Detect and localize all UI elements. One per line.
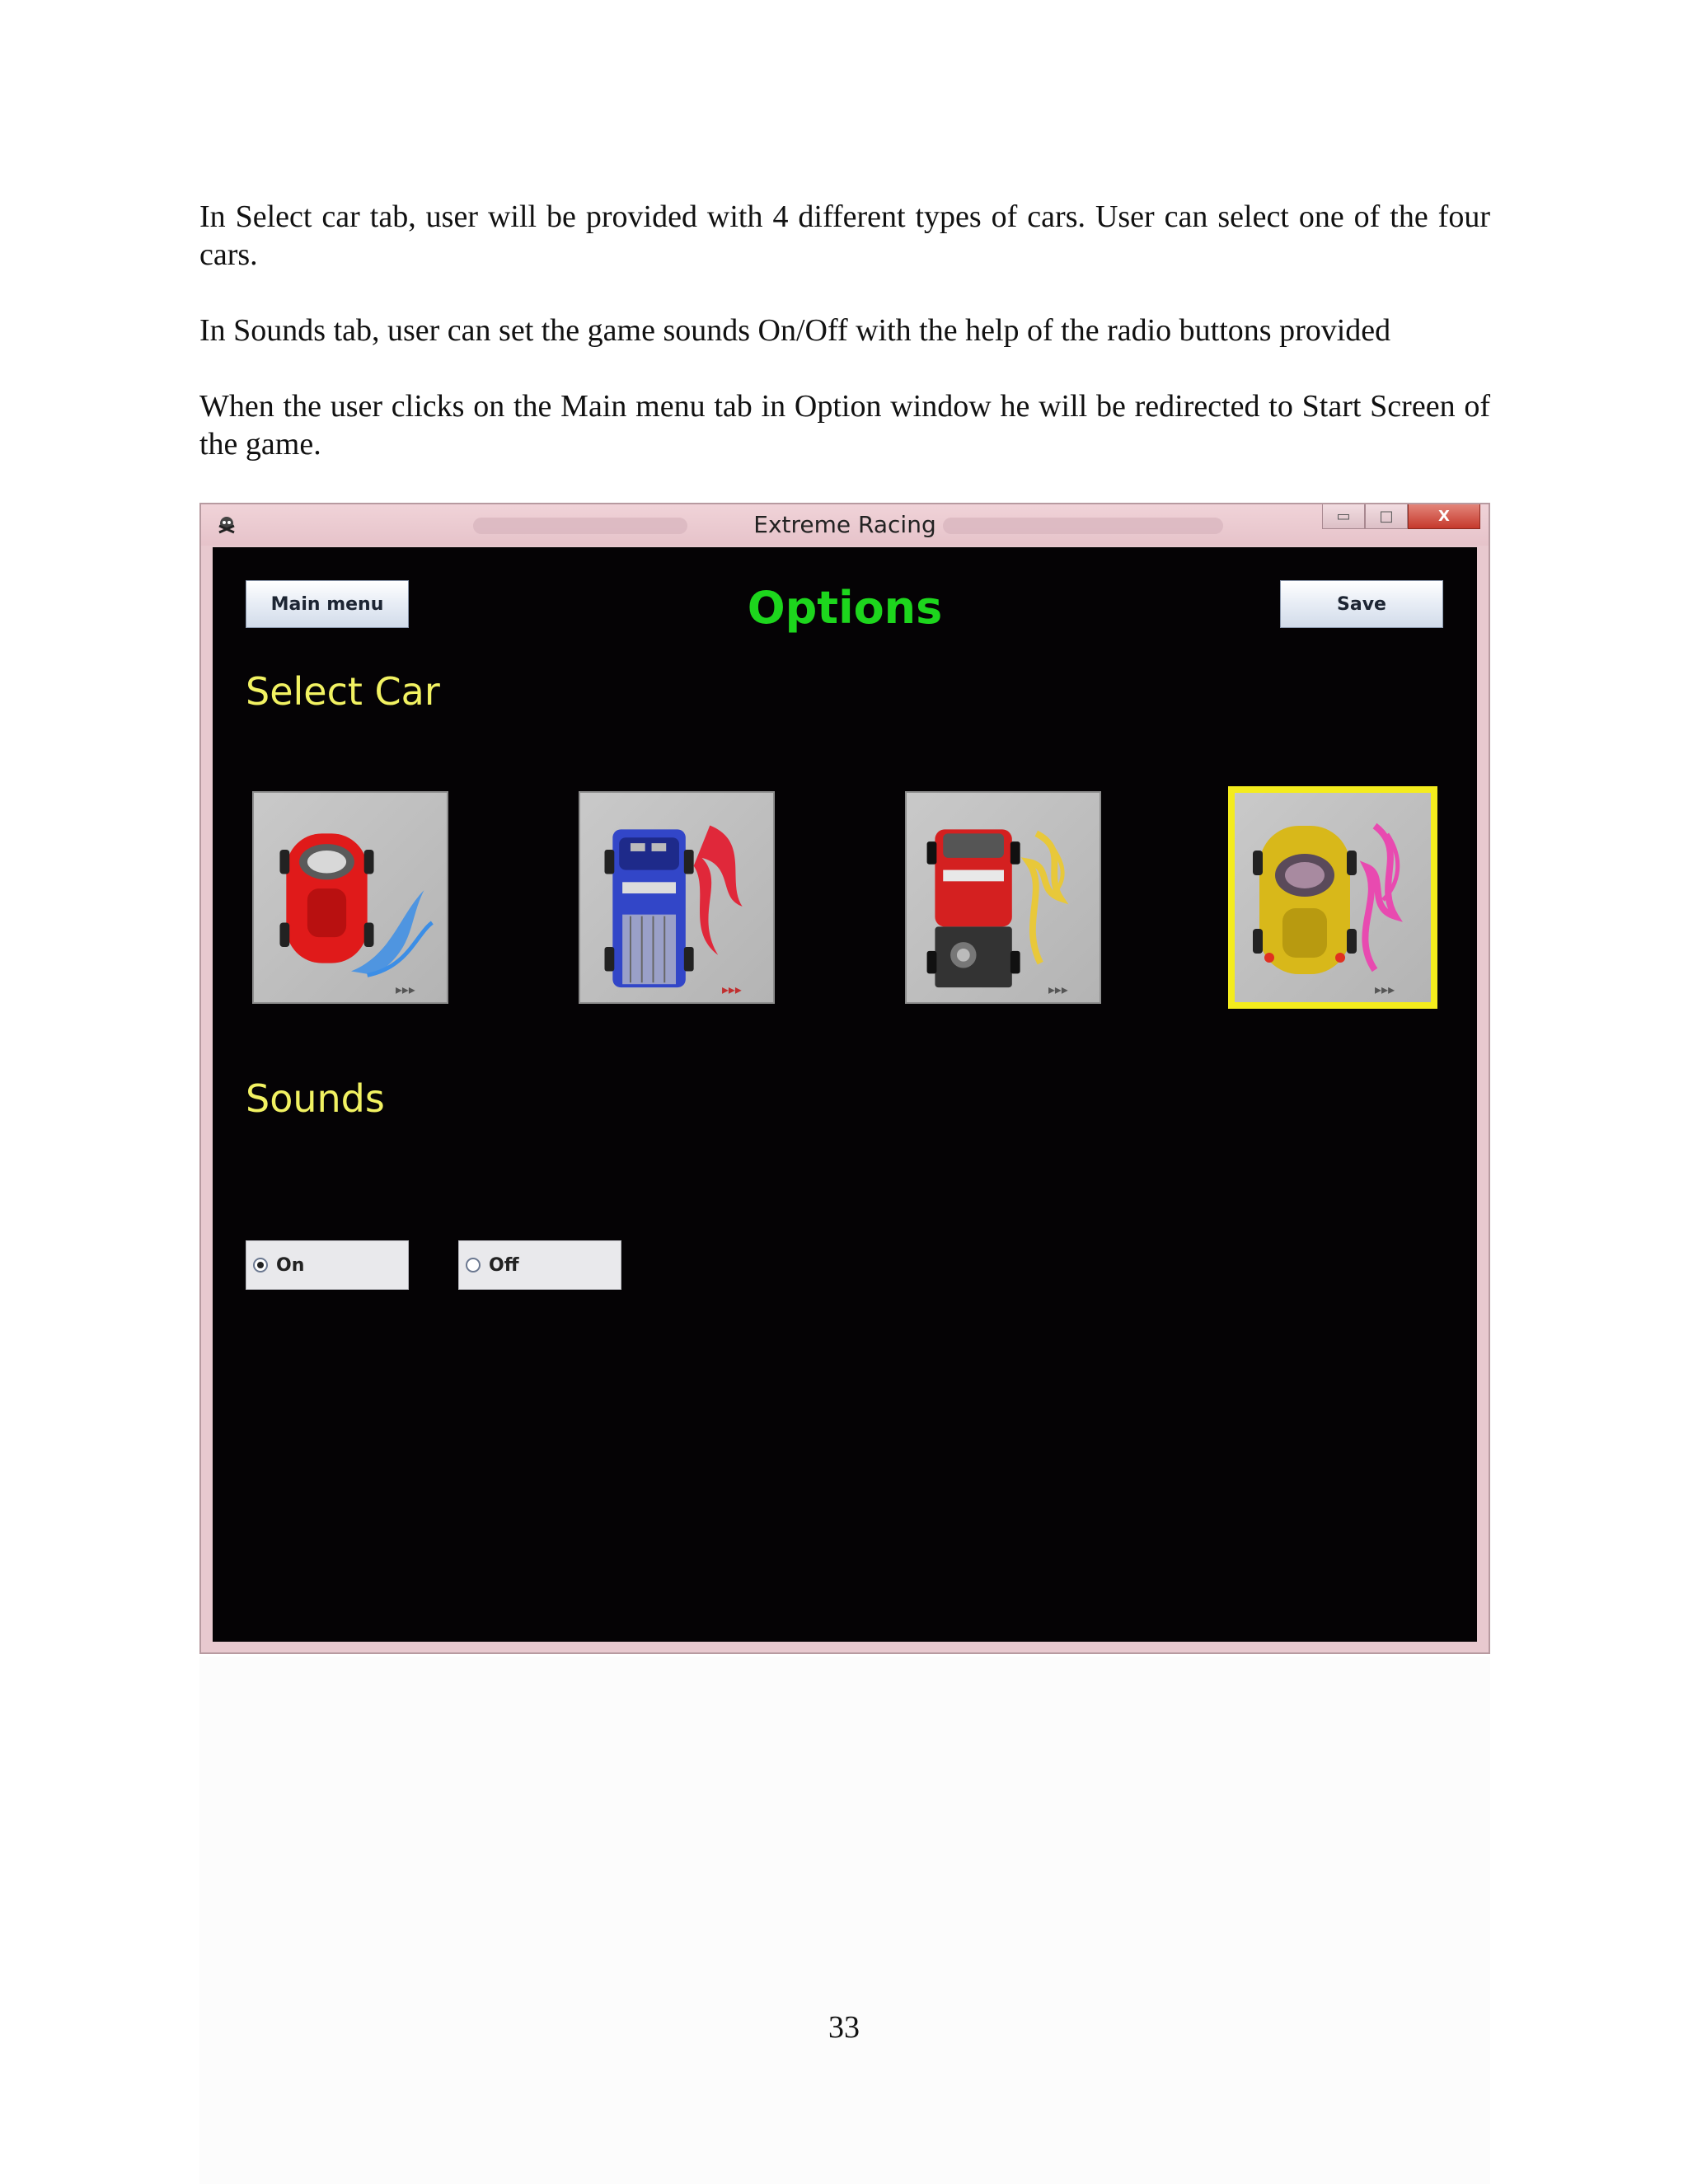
- svg-text:▸▸▸: ▸▸▸: [722, 982, 742, 997]
- page-lower-shade: [199, 1657, 1490, 2184]
- close-button[interactable]: X: [1408, 504, 1480, 529]
- page-number: 33: [828, 2010, 860, 2045]
- main-menu-button[interactable]: Main menu: [246, 580, 409, 628]
- paragraph-select-car: In Select car tab, user will be provided with 4 different types of cars. User can select one of the four cars.: [199, 199, 1490, 272]
- car-option-yellow-sports-car[interactable]: [1228, 786, 1437, 1009]
- options-screen: [213, 547, 1477, 1642]
- svg-text:▸▸▸: ▸▸▸: [1375, 982, 1395, 997]
- sound-on-radio[interactable]: [246, 1240, 409, 1290]
- window-title: Extreme Racing: [753, 511, 936, 538]
- blue-truck-icon: [580, 793, 773, 1002]
- yellow-sports-car-icon: [1235, 793, 1431, 1002]
- red-sports-car-icon: [254, 793, 447, 1002]
- sound-on-label: On: [276, 1254, 305, 1276]
- car-option-blue-truck[interactable]: [579, 791, 775, 1004]
- radio-checked-icon: [253, 1258, 268, 1272]
- paragraph-sounds: In Sounds tab, user can set the game sounds On/Off with the help of the radio buttons provided: [199, 313, 1391, 348]
- radio-unchecked-icon: [466, 1258, 481, 1272]
- save-button[interactable]: Save: [1280, 580, 1443, 628]
- car-option-red-truck[interactable]: [905, 791, 1101, 1004]
- select-car-heading: Select Car: [246, 669, 440, 714]
- red-truck-icon: [907, 793, 1100, 1002]
- maximize-button[interactable]: □: [1365, 504, 1408, 529]
- svg-text:▸▸▸: ▸▸▸: [1048, 982, 1068, 997]
- sounds-heading: Sounds: [246, 1076, 385, 1121]
- svg-text:▸▸▸: ▸▸▸: [396, 982, 415, 997]
- paragraph-main-menu: When the user clicks on the Main menu tab in Option window he will be redirected to Start Screen of the game.: [199, 389, 1490, 462]
- minimize-button[interactable]: ▭: [1322, 504, 1365, 529]
- options-title: Options: [747, 582, 943, 634]
- car-option-red-sports-car[interactable]: [252, 791, 448, 1004]
- sound-off-label: Off: [489, 1254, 519, 1276]
- window-controls: [1322, 504, 1480, 531]
- sound-off-radio[interactable]: [458, 1240, 621, 1290]
- game-window: [199, 503, 1490, 1654]
- title-bar[interactable]: [201, 504, 1489, 546]
